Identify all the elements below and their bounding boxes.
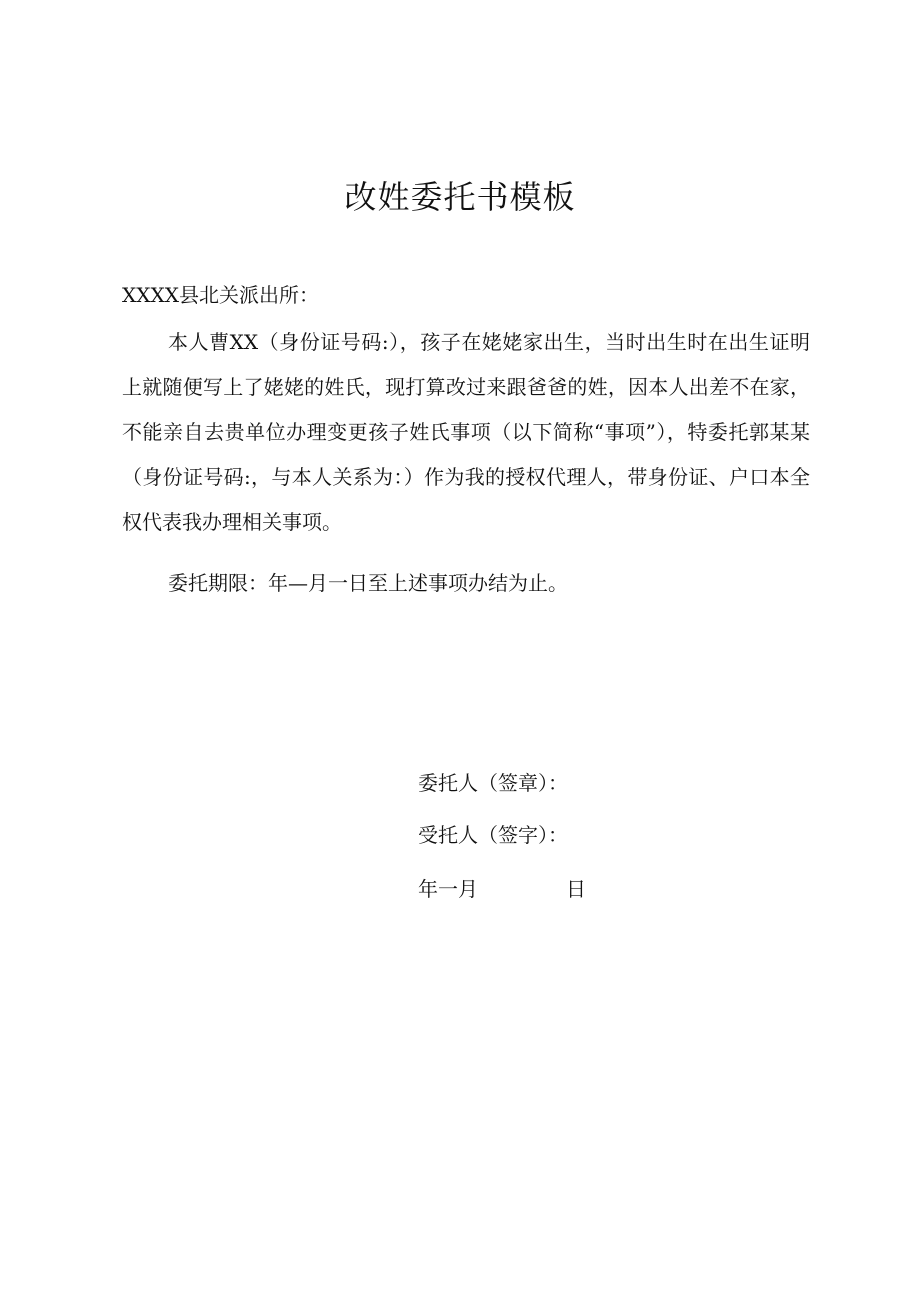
date-year-month: 年一月 — [418, 877, 478, 901]
term-paragraph: 委托期限：年—月一日至上述事项办结为止。 — [168, 571, 568, 595]
date-day: 日 — [566, 877, 586, 901]
addressee-line: XXXX县北关派出所： — [122, 283, 319, 307]
signature-date-line — [418, 869, 598, 909]
agent-signature-line: 受托人（签字）： — [418, 823, 568, 847]
document-title: 改姓委托书模板 — [344, 178, 576, 216]
body-paragraph: 本人曹XX（身份证号码:），孩子在姥姥家出生，当时出生时在出生证明上就随便写上了姥姥的姓氏，现打算改过来跟爸爸的姓，因本人出差不在家，不能亲自去贵单位办理变更孩子姓氏事项（以下简称“事项”），特委托郭某某（身份证号码:，与本人关系为：）作为我的授权代理人，带身份证、户口本全权代表我办理相关事项。 — [122, 330, 810, 534]
principal-signature-line: 委托人（签章）： — [418, 771, 568, 795]
